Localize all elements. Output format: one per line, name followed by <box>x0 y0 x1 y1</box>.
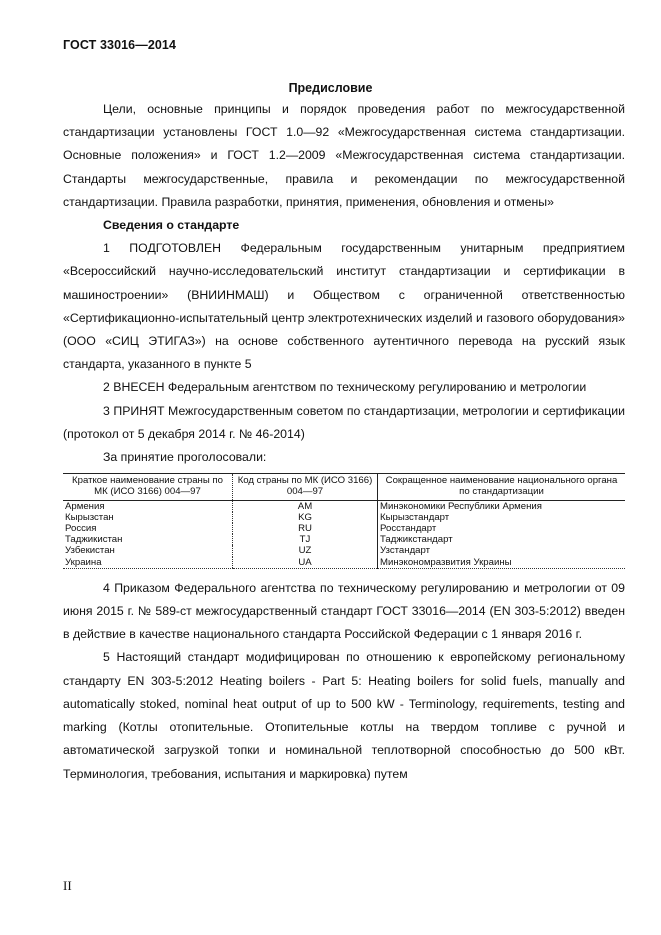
header-standards-body: Сокращенное наименование национального органа по стандартизации <box>378 474 626 500</box>
country-name-cell: Россия <box>65 523 97 535</box>
country-name-cell: Таджикистан <box>65 534 123 546</box>
table-row <box>63 534 625 545</box>
header-country-name: Краткое наименование страны по МК (ИСО 3166) 004—97 <box>63 474 233 500</box>
table-row <box>63 523 625 534</box>
standards-body-cell: Узстандарт <box>378 545 626 556</box>
document-header: ГОСТ 33016—2014 <box>63 38 177 52</box>
subsection-title: Сведения о стандарте <box>103 218 240 233</box>
page-number: II <box>63 878 72 893</box>
country-code-cell: UZ <box>233 545 378 556</box>
country-name-cell: Украина <box>63 557 233 569</box>
standards-body-cell: Минэкономики Республики Армения <box>378 500 626 512</box>
votes-table <box>63 473 625 569</box>
intro-paragraph: Цели, основные принципы и порядок проведения работ по межгосударственной стандартизации установлены ГОСТ 1.0—92 «Межгосударственная система стандартизации. Основные положения» и ГОСТ 1.2—2009 «Межгосударственная система стандартизации. Стандарты межгосударственные, правила и рекомендации по межгосударственной стандартизации. Правила разработки, принятия, применения, обновления и отмены» <box>63 102 625 209</box>
country-code-cell: RU <box>233 523 378 534</box>
votes-table-header-row <box>63 474 625 500</box>
country-code-cell: AM <box>233 500 378 512</box>
voted-label: За принятие проголосовали: <box>103 450 267 465</box>
item-1-paragraph: 1 ПОДГОТОВЛЕН Федеральным государственным унитарным предприятием «Всероссийский научно-исследовательский институт стандартизации и сертификации в машиностроении» (ВНИИНМАШ) и Обществом с ограниченной ответственностью «Сертификационно-испытательный центр электротехнических изделий и газового оборудования» (ООО «СИЦ ЭТИГАЗ») на основе собственного аутентичного перевода на русский язык стандарта, указанного в пункте 5 <box>63 241 625 372</box>
item-2-paragraph: 2 ВНЕСЕН Федеральным агентством по техническому регулированию и метрологии <box>103 380 587 395</box>
country-code-cell: KG <box>233 512 378 523</box>
header-country-code: Код страны по МК (ИСО 3166) 004—97 <box>233 474 378 500</box>
item-3-paragraph: 3 ПРИНЯТ Межгосударственным советом по стандартизации, метрологии и сертификации (протокол от 5 декабря 2014 г. № 46-2014) <box>63 403 625 441</box>
item-4-paragraph: 4 Приказом Федерального агентства по техническому регулированию и метрологии от 09 июня 2015 г. № 589-ст межгосударственный стандарт ГОСТ 33016—2014 (EN 303-5:2012) введен в действие в качестве национального стандарта Российской Федерации с 1 января 2016 г. <box>63 580 625 642</box>
document-body <box>63 98 625 786</box>
standards-body-cell: Минэкономразвития Украины <box>378 557 626 569</box>
country-name-cell: Армения <box>65 500 105 512</box>
table-row <box>63 512 625 523</box>
table-row <box>63 557 625 569</box>
standards-body-cell: Кырызстандарт <box>378 512 626 523</box>
country-code-cell: UA <box>233 557 378 569</box>
table-row <box>63 500 625 512</box>
standards-body-cell: Росстандарт <box>378 523 626 534</box>
country-code-cell: TJ <box>233 534 378 545</box>
country-name-cell: Узбекистан <box>65 545 115 557</box>
section-title: Предисловие <box>288 81 373 95</box>
item-5-paragraph: 5 Настоящий стандарт модифицирован по отношению к европейскому региональному стандарту EN 303-5:2012 Heating boilers - Part 5: Heating boilers for solid fuels, manually and automatically stoked, nominal heat output of up to 500 kW - Terminology, requirements, testing and marking (Котлы отопительные. Отопительные котлы на твердом топливе с ручной и автоматической загрузкой топки и номинальной теплотворной способностью до 500 кВт. Терминология, требования, испытания и маркировка) путем <box>63 650 625 781</box>
country-name-cell: Кырызстан <box>65 511 114 523</box>
standards-body-cell: Таджикстандарт <box>378 534 626 545</box>
table-row <box>63 545 625 556</box>
